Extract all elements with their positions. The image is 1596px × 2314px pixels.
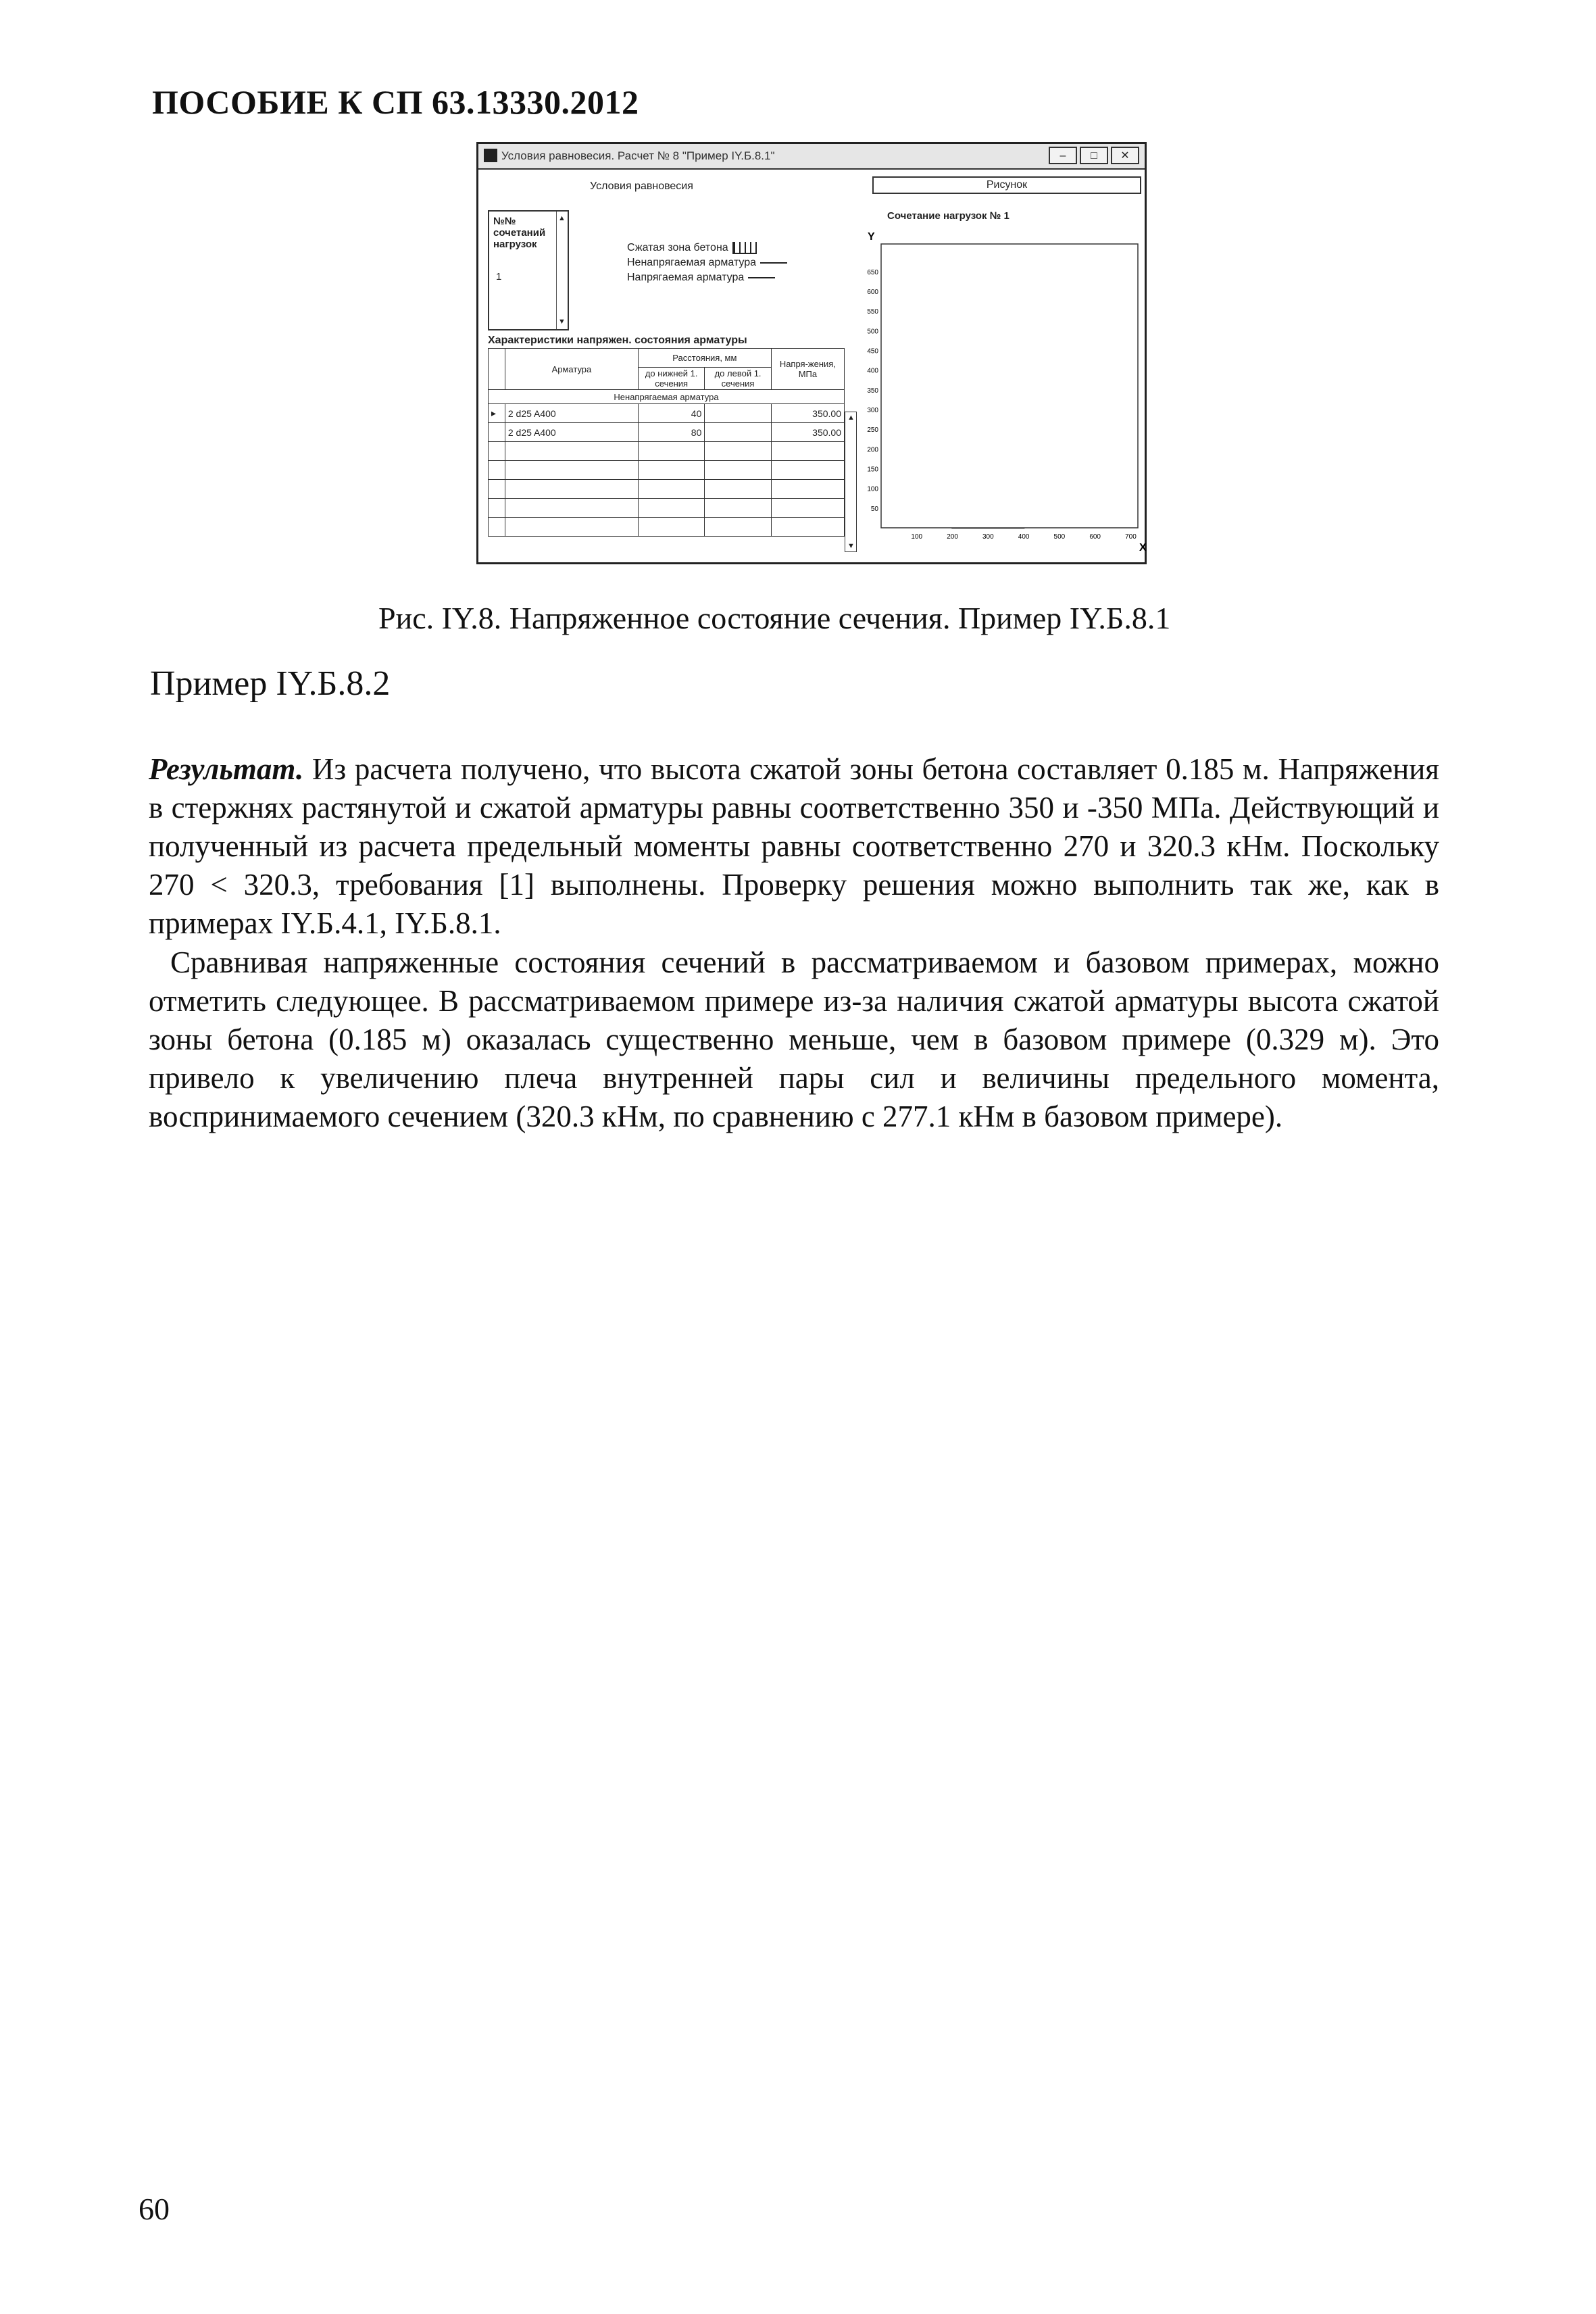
cell-stress[interactable]: 350.00 bbox=[771, 423, 844, 442]
y-tick-label: 100 bbox=[867, 485, 878, 493]
close-button[interactable]: ✕ bbox=[1111, 147, 1139, 164]
x-tick-label: 500 bbox=[1053, 533, 1066, 541]
table-corner bbox=[489, 349, 505, 390]
line-swatch-icon bbox=[748, 277, 775, 278]
legend-prestressed-label: Напрягаемая арматура bbox=[627, 272, 745, 283]
table-row[interactable] bbox=[489, 404, 845, 423]
scroll-down-icon[interactable]: ▼ bbox=[558, 318, 566, 326]
app-icon bbox=[484, 149, 497, 162]
drawing-button[interactable]: Рисунок bbox=[872, 176, 1141, 194]
cell-stress[interactable]: 350.00 bbox=[771, 404, 844, 423]
y-tick-label: 250 bbox=[867, 426, 878, 435]
legend-nonprestressed-label: Ненапрягаемая арматура bbox=[627, 257, 756, 268]
plot-frame bbox=[881, 244, 1138, 528]
minimize-button[interactable]: – bbox=[1049, 147, 1077, 164]
y-tick-label: 200 bbox=[867, 446, 878, 454]
characteristics-title: Характеристики напряжен. состояния арматуры bbox=[488, 335, 747, 346]
y-tick-label: 650 bbox=[867, 268, 878, 276]
table-row[interactable] bbox=[489, 461, 845, 480]
y-tick-label: 500 bbox=[867, 328, 878, 336]
result-paragraph bbox=[149, 750, 1439, 943]
x-tick-label: 400 bbox=[1018, 533, 1030, 541]
comparison-paragraph: Сравнивая напряженные состояния сечений в рассматриваемом и базовом примерах, можно отметить следующее. В рассматриваемом примере из-за наличия сжатой арматуры высота сжатой зоны бетона (0.185 м) оказалась существенно меньше, чем в базовом примере (0.329 м). Это привело к увеличению плеча внутренней пары сил и величины предельного момента, воспринимаемого сечением (320.3 кНм, по сравнению с 277.1 кНм в базовом примере). bbox=[149, 945, 1439, 1133]
col-dist-left: до левой 1. сечения bbox=[705, 368, 771, 390]
scroll-up-icon[interactable]: ▲ bbox=[558, 214, 566, 222]
y-tick-label: 450 bbox=[867, 347, 878, 355]
y-tick-label: 350 bbox=[867, 387, 878, 395]
x-tick-label: 700 bbox=[1125, 533, 1137, 541]
x-tick-label: 100 bbox=[911, 533, 923, 541]
running-header: ПОСОБИЕ К СП 63.13330.2012 bbox=[152, 83, 639, 121]
section-chart bbox=[857, 217, 1147, 555]
y-tick-label: 300 bbox=[867, 407, 878, 414]
scroll-down-icon[interactable]: ▼ bbox=[847, 542, 855, 550]
cell-left[interactable] bbox=[705, 404, 771, 423]
hatch-swatch-icon bbox=[732, 242, 757, 254]
left-panel-title: Условия равновесия bbox=[590, 180, 693, 192]
cell-bottom[interactable]: 40 bbox=[638, 404, 704, 423]
cell-left[interactable] bbox=[705, 423, 771, 442]
table-row[interactable] bbox=[489, 423, 845, 442]
col-stress: Напря-жения, МПа bbox=[771, 349, 844, 390]
list-item[interactable]: 1 bbox=[496, 271, 502, 282]
page-number: 60 bbox=[139, 2192, 170, 2226]
screenshot-window bbox=[476, 142, 1147, 564]
title-bar bbox=[478, 144, 1145, 170]
legend-compressed-label: Сжатая зона бетона bbox=[627, 242, 728, 253]
y-axis-label: Y bbox=[868, 231, 875, 243]
listbox-scrollbar[interactable] bbox=[556, 212, 568, 329]
example-heading: Пример IY.Б.8.2 bbox=[150, 664, 391, 703]
table-row[interactable] bbox=[489, 518, 845, 537]
cell-rebar[interactable]: 2 d25 A400 bbox=[505, 423, 638, 442]
table-row[interactable] bbox=[489, 480, 845, 499]
row-marker bbox=[489, 423, 505, 442]
x-axis-label: X bbox=[1139, 542, 1147, 553]
col-dist-bottom: до нижней 1. сечения bbox=[638, 368, 704, 390]
rebar-table bbox=[488, 348, 845, 537]
y-tick-label: 400 bbox=[867, 367, 878, 375]
col-distance: Расстояния, мм bbox=[638, 349, 771, 368]
legend bbox=[627, 241, 787, 285]
listbox-header: №№ сочетаний нагрузок bbox=[493, 216, 546, 250]
maximize-button[interactable]: □ bbox=[1080, 147, 1108, 164]
window-controls bbox=[1049, 147, 1139, 164]
table-scrollbar[interactable] bbox=[845, 412, 857, 552]
x-tick-label: 600 bbox=[1089, 533, 1101, 541]
x-tick-label: 300 bbox=[982, 533, 994, 541]
cell-rebar[interactable]: 2 d25 A400 bbox=[505, 404, 638, 423]
window-title: Условия равновесия. Расчет № 8 "Пример IY.Б.8.1" bbox=[501, 149, 775, 162]
load-combination-list[interactable] bbox=[488, 210, 569, 330]
table-row[interactable] bbox=[489, 499, 845, 518]
scroll-up-icon[interactable]: ▲ bbox=[847, 414, 855, 422]
cell-bottom[interactable]: 80 bbox=[638, 423, 704, 442]
row-marker: ▸ bbox=[489, 404, 505, 423]
line-swatch-icon bbox=[760, 262, 787, 264]
y-tick-label: 50 bbox=[870, 505, 878, 513]
figure-caption: Рис. IY.8. Напряженное состояние сечения. Пример IY.Б.8.1 bbox=[378, 601, 1171, 635]
result-text: Из расчета получено, что высота сжатой зоны бетона составляет 0.185 м. Напряжения в стержнях растянутой и сжатой арматуры равны соответственно 350 и -350 МПа. Действующий и полученный из расчета предельный моменты равны соответственно 270 и 320.3 кНм. Поскольку 270 < 320.3, требования [1] выполнены. Проверку решения можно выполнить так же, как в примерах IY.Б.4.1, IY.Б.8.1. bbox=[149, 752, 1439, 940]
col-rebar: Арматура bbox=[505, 349, 638, 390]
x-tick-label: 200 bbox=[947, 533, 958, 541]
y-tick-label: 150 bbox=[867, 466, 878, 474]
group-row: Ненапрягаемая арматура bbox=[489, 390, 845, 404]
y-tick-label: 550 bbox=[867, 308, 878, 316]
combination-title: Сочетание нагрузок № 1 bbox=[887, 210, 1009, 222]
table-row[interactable] bbox=[489, 442, 845, 461]
y-tick-label: 600 bbox=[867, 289, 878, 296]
result-lead: Результат. bbox=[149, 752, 304, 786]
